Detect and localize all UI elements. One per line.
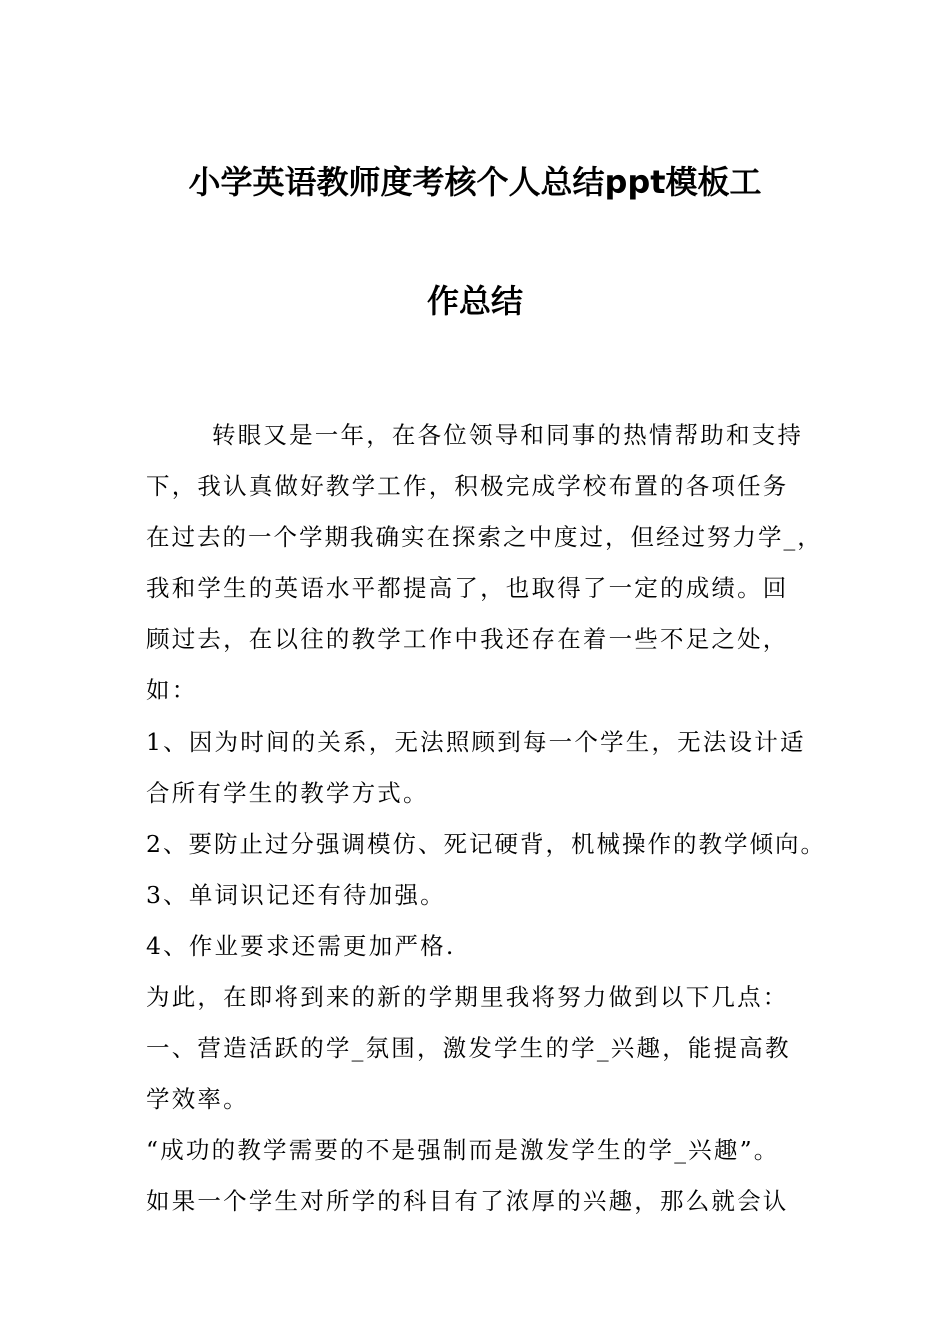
- paragraph-line: 在过去的一个学期我确实在探索之中度过，但经过努力学_，: [146, 523, 823, 552]
- list-item-line: 1、因为时间的关系，无法照顾到每一个学生，无法设计适: [146, 727, 806, 756]
- paragraph-line: 下，我认真做好教学工作，积极完成学校布置的各项任务: [146, 472, 789, 501]
- list-item-line: 4、作业要求还需更加严格.: [146, 931, 456, 960]
- paragraph-line: 转眼又是一年，在各位领导和同事的热情帮助和支持: [212, 421, 804, 449]
- section-heading-line: 一、营造活跃的学_氛围，激发学生的学_兴趣，能提高教: [146, 1034, 791, 1063]
- paragraph-line: 如：: [146, 676, 198, 705]
- document-title-line-2: 作总结: [426, 282, 523, 320]
- document-title-line-1: 小学英语教师度考核个人总结ppt模板工: [188, 163, 762, 201]
- list-item-line: 2、要防止过分强调模仿、死记硬背，机械操作的教学倾向。: [146, 829, 826, 858]
- paragraph-line: 为此，在即将到来的新的学期里我将努力做到以下几点：: [146, 983, 789, 1012]
- paragraph-line: 顾过去，在以往的教学工作中我还存在着一些不足之处，: [146, 625, 789, 654]
- list-item-line: 合所有学生的教学方式。: [146, 778, 429, 807]
- paragraph-line: 我和学生的英语水平都提高了，也取得了一定的成绩。回: [146, 574, 789, 603]
- section-heading-line: 学效率。: [146, 1085, 249, 1114]
- paragraph-line: 如果一个学生对所学的科目有了浓厚的兴趣，那么就会认: [146, 1187, 789, 1216]
- document-body: [146, 410, 826, 1228]
- list-item-line: 3、单词识记还有待加强。: [146, 880, 446, 909]
- quote-line: “成功的教学需要的不是强制而是激发学生的学_兴趣”。: [146, 1136, 780, 1165]
